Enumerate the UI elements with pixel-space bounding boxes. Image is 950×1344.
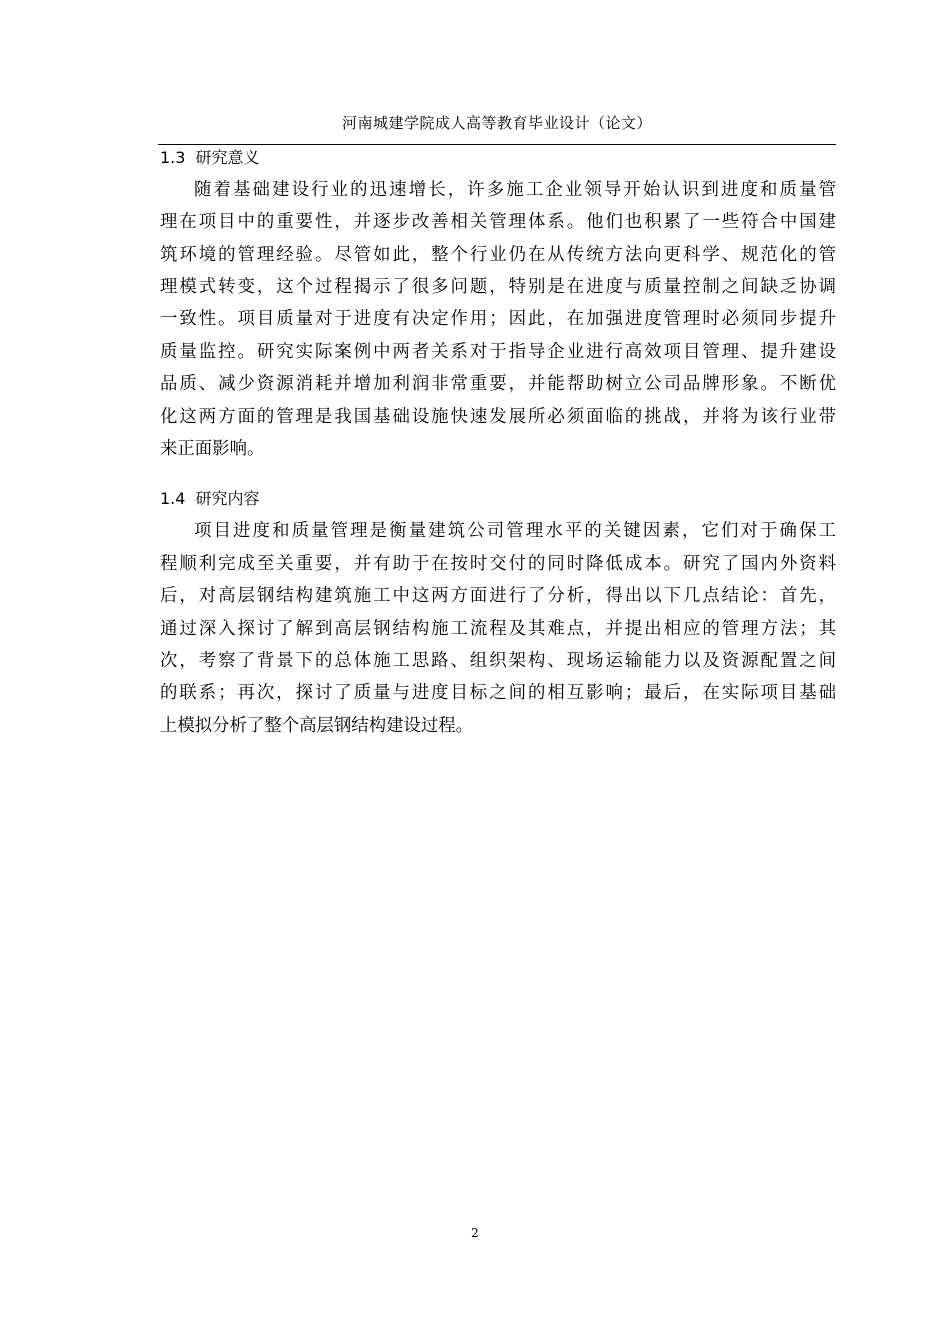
paragraph-line: 的联系；再次，探讨了质量与进度目标之间的相互影响；最后，在实际项目基础 [160,683,836,703]
section-title: 研究内容 [195,489,260,508]
paragraph-line: 项目进度和质量管理是衡量建筑公司管理水平的关键因素，它们对于确保工 [194,521,836,541]
header-divider [158,144,836,145]
page-number: 2 [471,1226,479,1240]
paragraph-line: 上模拟分析了整个高层钢结构建设过程。 [160,716,474,736]
paragraph-line: 次，考察了背景下的总体施工思路、组织架构、现场运输能力以及资源配置之间 [160,651,836,671]
section-heading-1-3 [160,147,259,169]
paragraph-line: 化这两方面的管理是我国基础设施快速发展所必须面临的挑战，并将为该行业带 [160,407,836,427]
paragraph-line: 一致性。项目质量对于进度有决定作用；因此，在加强进度管理时必须同步提升 [160,309,836,329]
paragraph-line: 理模式转变，这个过程揭示了很多问题，特别是在进度与质量控制之间缺乏协调 [160,277,836,297]
page-header: 河南城建学院成人高等教育毕业设计（论文） [341,114,652,132]
paragraph-line: 来正面影响。 [160,439,265,459]
paragraph-line: 质量监控。研究实际案例中两者关系对于指导企业进行高效项目管理、提升建设 [160,342,836,362]
section-number: 1.4 [160,489,186,508]
paragraph-line: 通过深入探讨了解到高层钢结构施工流程及其难点，并提出相应的管理方法；其 [160,619,836,639]
paragraph-line: 程顺利完成至关重要，并有助于在按时交付的同时降低成本。研究了国内外资料 [160,554,836,574]
paragraph-line: 筑环境的管理经验。尽管如此，整个行业仍在从传统方法向更科学、规范化的管 [160,245,836,265]
paragraph-line: 理在项目中的重要性，并逐步改善相关管理体系。他们也积累了一些符合中国建 [160,212,836,232]
paragraph-line: 后，对高层钢结构建筑施工中这两方面进行了分析，得出以下几点结论：首先， [160,586,836,606]
section-heading-1-4 [160,488,259,510]
paragraph-line: 品质、减少资源消耗并增加利润非常重要，并能帮助树立公司品牌形象。不断优 [160,374,836,394]
section-number: 1.3 [160,148,186,167]
section-title: 研究意义 [195,148,260,167]
paragraph-line: 随着基础建设行业的迅速增长，许多施工企业领导开始认识到进度和质量管 [194,180,836,200]
